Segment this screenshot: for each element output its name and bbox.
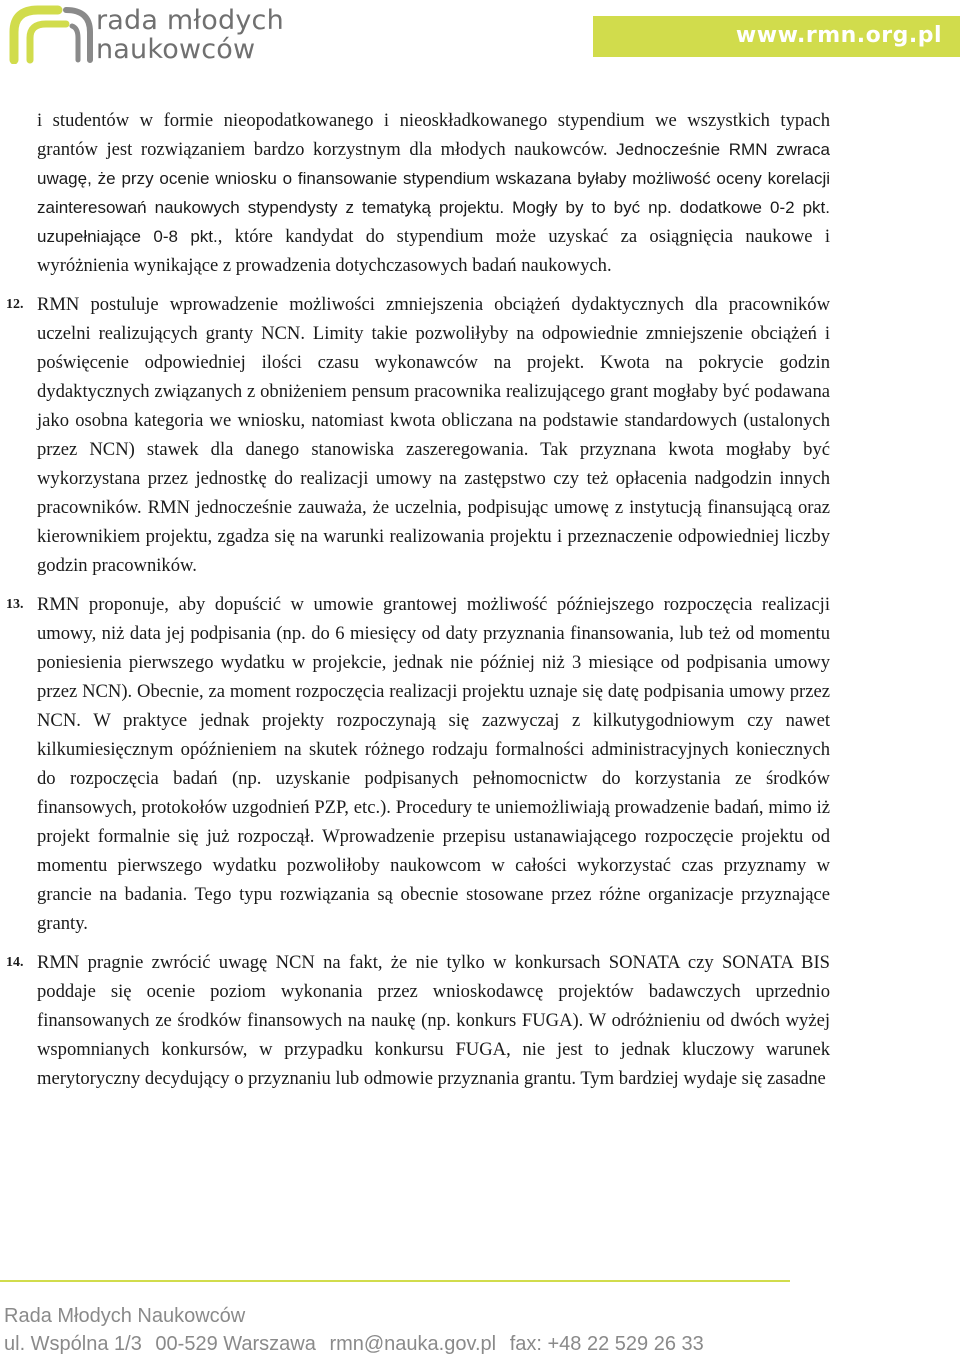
logo-line-1: rada młodych bbox=[96, 5, 284, 36]
item-text: RMN proponuje, aby dopuścić w umowie grantowej możliwość późniejszego rozpoczęcia realizacji umowy, niż data jej podpisania (np. do 6 miesięcy od daty przyznania finansowania, lub też od momentu poniesienia pierwszego wydatku w projekcie, jednak nie później niż 3 miesiące od podpisania umowy przez NCN). Obecnie, za moment rozpoczęcia realizacji projektu uznaje się datę podpisania umowy przez NCN. W praktyce jednak projekty rozpoczynają się zazwyczaj z kilkutygodniowym czy nawet kilkumiesięcznym opóźnieniem na skutek różnego rodzaju formalności administracyjnych koniecznych do rozpoczęcia badań (np. uzyskanie podpisanych pełnomocnictw do korzystania ze środków finansowych, protokołów uzgodnień PZP, etc.). Procedury te uniemożliwiają prowadzenie badań, mimo iż projekt formalnie się już rozpoczął. Wprowadzenie przepisu ustanawiającego rozpoczęcie projektu od momentu pierwszego wydatku pozwoliłoby naukowcom w całości wykorzystać czas przyznamy w grancie na badania. Tego typu rozwiązania są obecnie stosowane przez różne organizacje przyznające granty. bbox=[37, 594, 830, 934]
list-item bbox=[6, 290, 830, 580]
intro-paragraph bbox=[37, 106, 830, 280]
page-header bbox=[0, 0, 960, 70]
item-text: RMN pragnie zwrócić uwagę NCN na fakt, że nie tylko w konkursach SONATA czy SONATA BIS poddaje się ocenie poziom wykonania przez wnioskodawcę projektów badawczych uprzednio finansowanych ze środków finansowych na naukę (np. konkurs FUGA). W odróżnieniu od dwóch wyżej wspomnianych konkursów, w przypadku konkursu FUGA, nie jest to jednak kluczowy warunek merytoryczny decydujący o przyznaniu lub odmowie przyznania grantu. Tym bardziej wydaje się zasadne bbox=[37, 952, 830, 1089]
footer-fax: fax: +48 22 529 26 33 bbox=[509, 1333, 704, 1355]
item-text: RMN postuluje wprowadzenie możliwości zmniejszenia obciążeń dydaktycznych dla pracowników uczelni realizujących granty NCN. Limity takie pozwoliłyby na odpowiednie zmniejszenie obciążeń i poświęcenie odpowiedniej ilości czasu wykonawców na projekt. Kwota na pokrycie godzin dydaktycznych związanych z obniżeniem pensum pracownika realizującego grant mogłaby być podawana jako osobna kategoria we wniosku, natomiast kwota obliczana na podstawie standardowych (ustalonych przez NCN) stawek dla danego stanowiska zaszeregowania. Tak przyznana kwota mogłaby być wykorzystana przez jednostkę do realizacji umowy na zastępstwo czy też opłacenia nadgodzin innych pracowników. RMN jednocześnie zauważa, że uczelnia, podpisując umowę z instytucją finansującą oraz kierownikiem projektu, zgadza się na warunki realizowania projektu i przeznaczenie odpowiedniej liczby godzin pracowników. bbox=[37, 294, 830, 576]
website-banner bbox=[593, 16, 960, 57]
list-item bbox=[6, 590, 830, 938]
footer-address: ul. Wspólna 1/3 bbox=[4, 1333, 142, 1355]
footer-divider bbox=[0, 1280, 790, 1282]
item-number: 14. bbox=[6, 955, 24, 970]
footer-org-name: Rada Młodych Naukowców bbox=[4, 1305, 246, 1327]
document-body bbox=[6, 106, 830, 1093]
logo-wordmark bbox=[96, 6, 284, 64]
intro-text-1: i studentów w formie nieopodatkowanego i nieoskładkowanego stypendium we wszystkich typach grantów jest rozwiązaniem bardzo korzystnym dla młodych naukowców. bbox=[37, 110, 830, 160]
item-number: 12. bbox=[6, 297, 24, 312]
logo-line-2: naukowców bbox=[96, 34, 256, 65]
website-url: www.rmn.org.pl bbox=[735, 23, 942, 48]
rmn-logo-icon bbox=[8, 2, 94, 69]
item-number: 13. bbox=[6, 597, 24, 612]
intro-text-sans: Jednocześnie RMN zwraca uwagę, że przy ocenie wniosku o finansowanie stypendium wskazana byłaby możliwość oceny korelacji zainteresowań naukowych stypendysty z tematyką projektu. Mogły by to być np. dodatkowe 0-2 pkt. uzupełniające 0-8 pkt. bbox=[37, 140, 830, 246]
list-item bbox=[6, 948, 830, 1093]
footer-postal: 00-529 Warszawa bbox=[155, 1333, 316, 1355]
footer-contact bbox=[4, 1333, 704, 1356]
footer-email[interactable]: rmn@nauka.gov.pl bbox=[329, 1333, 497, 1355]
intro-text-2: , które kandydat do stypendium może uzyskać za osiągnięcia naukowe i wyróżnienia wynikające z prowadzenia dotychczasowych badań naukowych. bbox=[37, 226, 830, 276]
